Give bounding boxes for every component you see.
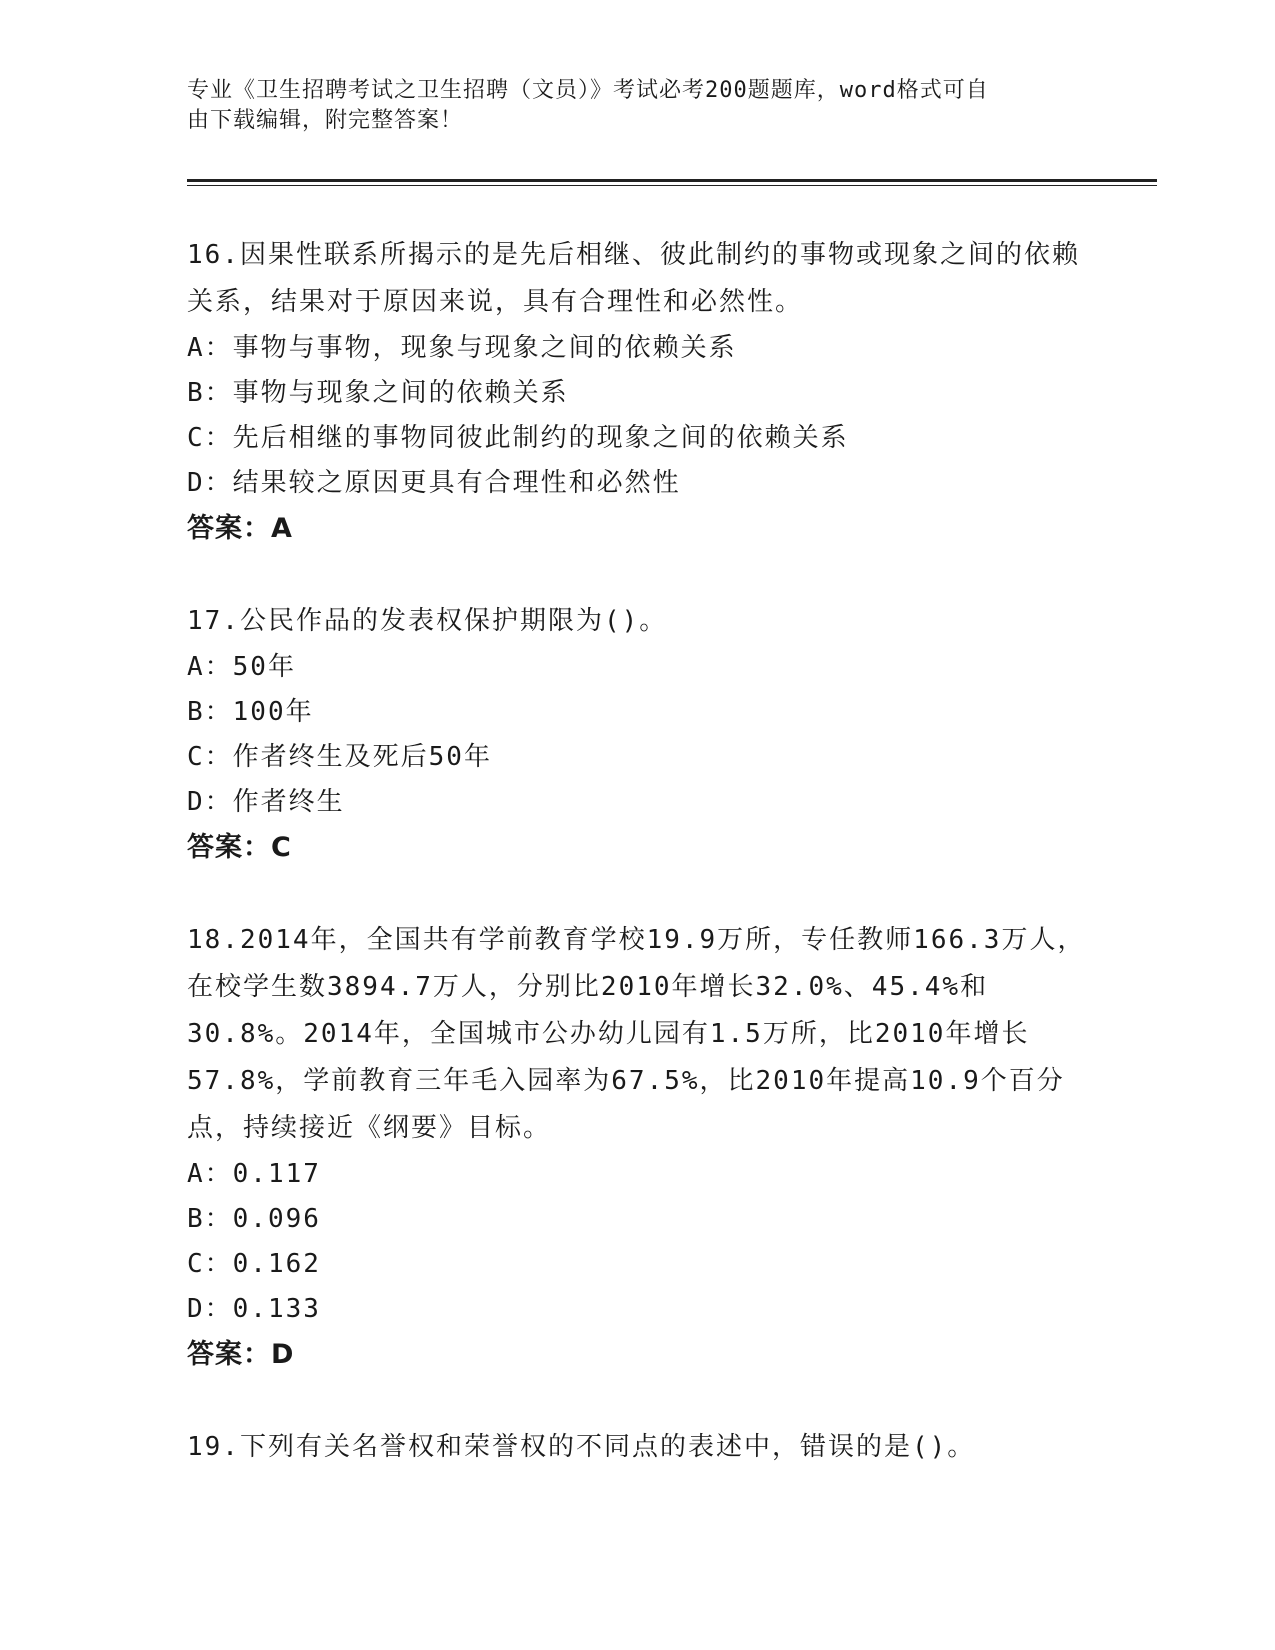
option-a: A：事物与事物，现象与现象之间的依赖关系 bbox=[187, 333, 737, 363]
option-a: A：50年 bbox=[187, 652, 296, 682]
answer-label: 答案：C bbox=[187, 832, 292, 863]
question-16 bbox=[187, 232, 1087, 552]
question-stem: 19.下列有关名誉权和荣誉权的不同点的表述中，错误的是()。 bbox=[187, 1432, 976, 1462]
question-list bbox=[187, 232, 1087, 1517]
option-c: C：先后相继的事物同彼此制约的现象之间的依赖关系 bbox=[187, 423, 849, 453]
header-line-1: 专业《卫生招聘考试之卫生招聘（文员）》考试必考200题题库，word格式可自 bbox=[187, 78, 989, 103]
question-stem: 16.因果性联系所揭示的是先后相继、彼此制约的事物或现象之间的依赖关系，结果对于原因来说，具有合理性和必然性。 bbox=[187, 240, 1080, 317]
option-b: B：100年 bbox=[187, 697, 314, 727]
option-b: B：0.096 bbox=[187, 1204, 321, 1234]
question-stem: 17.公民作品的发表权保护期限为()。 bbox=[187, 606, 668, 636]
question-17 bbox=[187, 598, 1087, 871]
header-line-2: 由下载编辑，附完整答案！ bbox=[187, 108, 464, 133]
option-d: D：结果较之原因更具有合理性和必然性 bbox=[187, 468, 681, 498]
option-d: D：作者终生 bbox=[187, 787, 345, 817]
option-d: D：0.133 bbox=[187, 1294, 321, 1324]
answer-label: 答案：A bbox=[187, 513, 293, 544]
option-b: B：事物与现象之间的依赖关系 bbox=[187, 378, 569, 408]
question-18 bbox=[187, 917, 1087, 1378]
header-divider-thin bbox=[187, 185, 1157, 186]
header-divider-thick bbox=[187, 179, 1157, 182]
option-a: A：0.117 bbox=[187, 1159, 321, 1189]
question-19 bbox=[187, 1424, 1087, 1471]
question-stem: 18.2014年，全国共有学前教育学校19.9万所，专任教师166.3万人，在校学生数3894.7万人，分别比2010年增长32.0%、45.4%和30.8%。2014年，全国城市公办幼儿园有1.5万所，比2010年增长57.8%，学前教育三年毛入园率为67.5%，比2010年提高10.9个百分点，持续接近《纲要》目标。 bbox=[187, 925, 1086, 1143]
answer-label: 答案：D bbox=[187, 1339, 295, 1370]
option-c: C：0.162 bbox=[187, 1249, 321, 1279]
option-c: C：作者终生及死后50年 bbox=[187, 742, 492, 772]
document-header bbox=[187, 76, 1067, 136]
